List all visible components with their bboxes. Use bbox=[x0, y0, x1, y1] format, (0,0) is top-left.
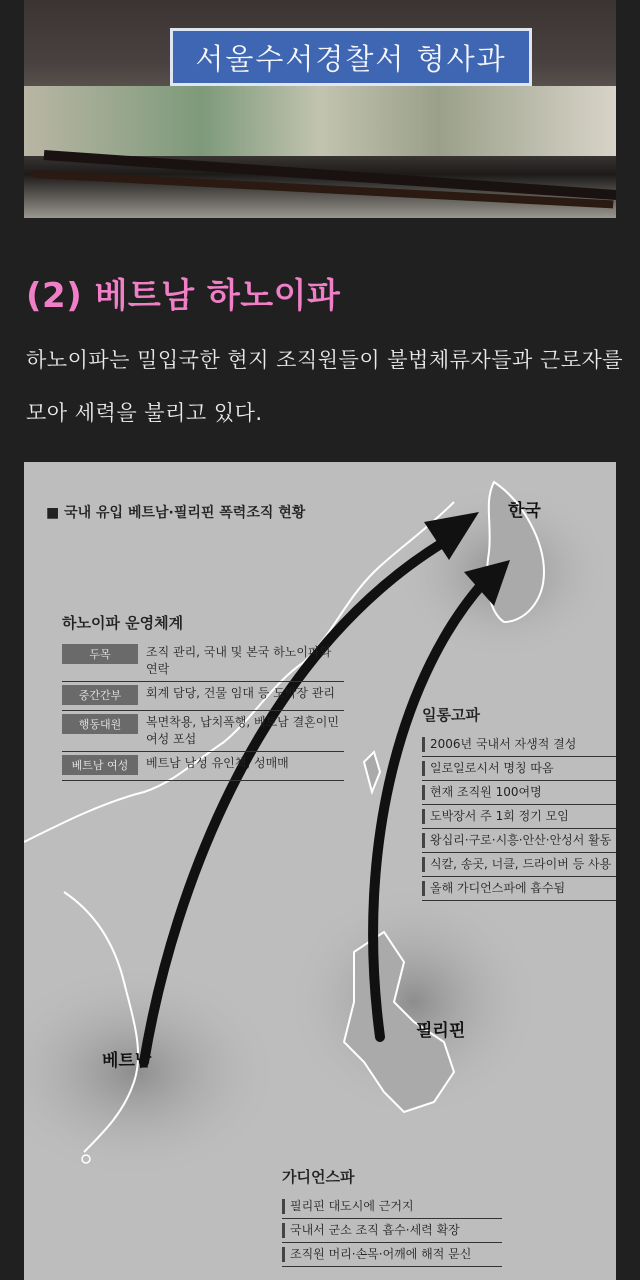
ilonggo-heading: 일롱고파 bbox=[422, 706, 480, 724]
list-item: 현재 조직원 100여명 bbox=[422, 781, 616, 805]
korea-label: 한국 bbox=[508, 501, 541, 521]
guardians-heading: 가디언스파 bbox=[282, 1168, 355, 1186]
section-heading: (2) 베트남 하노이파 bbox=[26, 276, 341, 316]
map-title: ■ 국내 유입 베트남·필리핀 폭력조직 현황 bbox=[46, 505, 306, 521]
list-item: 도박장서 주 1회 정기 모임 bbox=[422, 805, 616, 829]
list-item: 2006년 국내서 자생적 결성 bbox=[422, 733, 616, 757]
police-sign: 서울수서경찰서 형사과 bbox=[170, 28, 532, 86]
hanoi-org-box bbox=[62, 612, 344, 781]
gang-map-infographic bbox=[24, 462, 616, 1280]
hanoi-row bbox=[62, 711, 344, 752]
hanoi-role-desc: 조직 관리, 국내 및 본국 하노이파와 연락 bbox=[146, 645, 332, 676]
hanoi-role-tag: 베트남 여성 bbox=[62, 755, 138, 775]
hanoi-row bbox=[62, 752, 344, 781]
hanoi-role-tag: 두목 bbox=[62, 644, 138, 664]
list-item: 왕십리·구로·시흥·안산·안성서 활동 bbox=[422, 829, 616, 853]
hanoi-row bbox=[62, 641, 344, 682]
evidence-table bbox=[24, 86, 616, 156]
hanoi-heading: 하노이파 운영체계 bbox=[62, 614, 184, 632]
list-item: 올해 가디언스파에 흡수됨 bbox=[422, 877, 616, 901]
vietnam-label: 베트남 bbox=[102, 1051, 152, 1071]
ilonggo-box bbox=[422, 704, 616, 901]
hanoi-role-tag: 중간간부 bbox=[62, 685, 138, 705]
taiwan-island bbox=[364, 752, 380, 792]
list-item: 식칼, 송곳, 너클, 드라이버 등 사용 bbox=[422, 853, 616, 877]
hanoi-role-desc: 복면착용, 납치폭행, 베트남 결혼이민여성 포섭 bbox=[146, 715, 339, 746]
list-item: 일로일로시서 명칭 따옴 bbox=[422, 757, 616, 781]
hanoi-role-desc: 회계 담당, 건물 임대 등 도박장 관리 bbox=[146, 686, 335, 700]
list-item: 국내서 군소 조직 흡수·세력 확장 bbox=[282, 1219, 502, 1243]
evidence-photo bbox=[24, 0, 616, 218]
hanoi-role-tag: 행동대원 bbox=[62, 714, 138, 734]
list-item: 필리핀 대도시에 근거지 bbox=[282, 1195, 502, 1219]
philippines-label: 필리핀 bbox=[416, 1021, 466, 1041]
hanoi-row bbox=[62, 682, 344, 711]
section-body: 하노이파는 밀입국한 현지 조직원들이 불법체류자들과 근로자를 모아 세력을 불리고 있다. bbox=[26, 348, 624, 425]
list-item: 조직원 머리·손목·어깨에 해적 문신 bbox=[282, 1243, 502, 1267]
guardians-box bbox=[282, 1166, 502, 1267]
hanoi-role-desc: 베트남 남성 유인책, 성매매 bbox=[146, 756, 289, 770]
